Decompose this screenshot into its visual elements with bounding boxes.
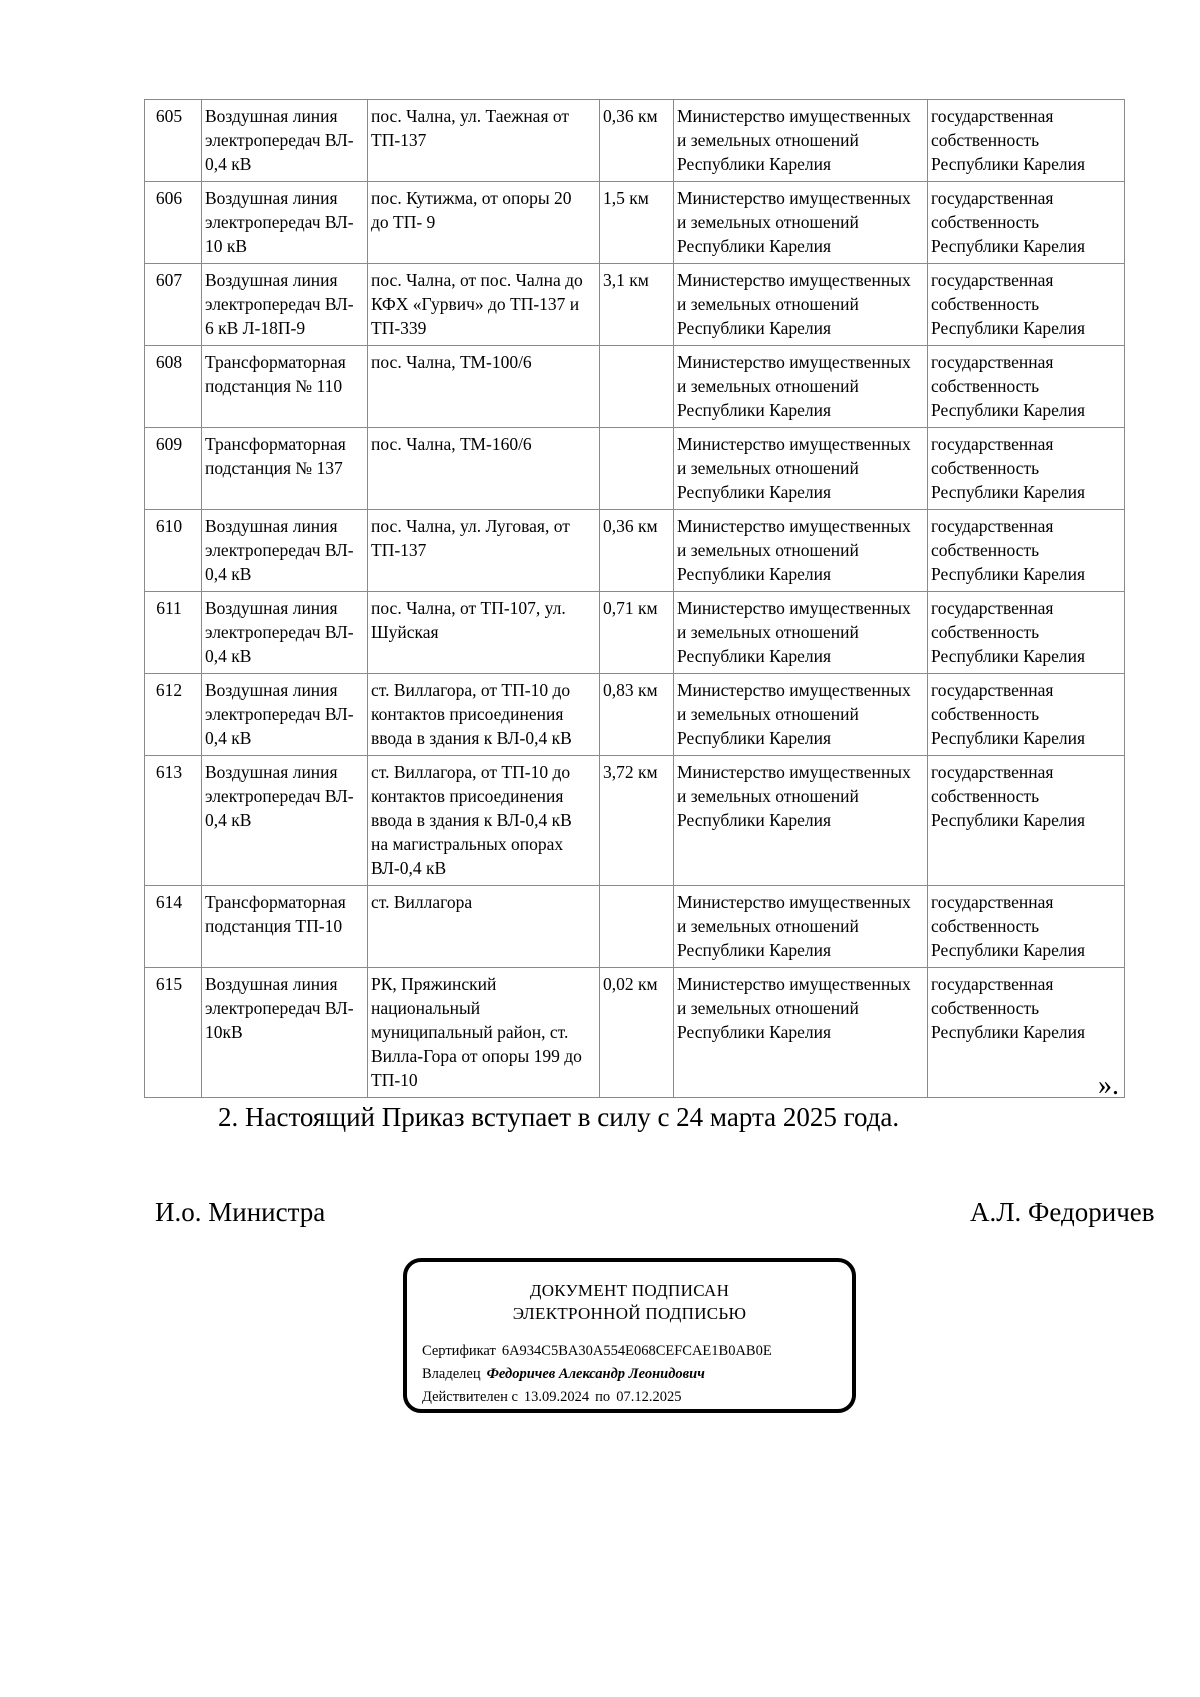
cell-location-line: до ТП- 9	[371, 212, 436, 232]
cell-number: 605	[145, 100, 202, 182]
cell-object-name-line: 0,4 кВ	[205, 564, 252, 584]
cell-object-name-line: подстанция № 110	[205, 376, 343, 396]
cell-location	[368, 100, 600, 182]
cell-location-line: пос. Чална, ул. Таежная от	[371, 106, 570, 126]
cell-object-name	[202, 264, 368, 346]
cell-ownership-line: Республики Карелия	[931, 318, 1086, 338]
cell-location-line: ст. Виллагора, от ТП-10 до	[371, 680, 571, 700]
cell-ownership	[928, 592, 1125, 674]
stamp-title-line-1: ДОКУМЕНТ ПОДПИСАН	[529, 1281, 730, 1300]
table-row	[145, 346, 1125, 428]
cell-object-name	[202, 968, 368, 1098]
table-row	[145, 510, 1125, 592]
cell-ownership-line: государственная	[931, 892, 1054, 912]
cell-ownership	[928, 100, 1125, 182]
cell-holder-line: Республики Карелия	[677, 236, 832, 256]
cell-location-line: муниципальный район, ст.	[371, 1022, 569, 1042]
table-row	[145, 264, 1125, 346]
cell-ownership	[928, 346, 1125, 428]
cell-holder-line: Республики Карелия	[677, 154, 832, 174]
cell-object-name-line: подстанция № 137	[205, 458, 343, 478]
cell-object-name-line: электропередач ВЛ-	[205, 998, 354, 1018]
cell-holder-line: и земельных отношений	[677, 786, 859, 806]
cell-ownership-line: Республики Карелия	[931, 728, 1086, 748]
cell-ownership-line: государственная	[931, 434, 1054, 454]
cell-length	[600, 346, 674, 428]
cell-location	[368, 592, 600, 674]
cell-location-line: пос. Чална, от пос. Чална до	[371, 270, 583, 290]
cell-object-name	[202, 510, 368, 592]
cell-object-name-line: Воздушная линия	[205, 516, 338, 536]
signer-name: А.Л. Федоричев	[970, 1197, 1155, 1227]
cell-ownership-line: собственность	[931, 212, 1040, 232]
cell-length	[600, 428, 674, 510]
cell-location-line: ТП-10	[371, 1070, 418, 1090]
cell-holder	[674, 346, 928, 428]
cell-object-name-line: электропередач ВЛ-	[205, 130, 354, 150]
cell-length: 3,72 км	[600, 756, 674, 886]
cell-object-name	[202, 100, 368, 182]
cell-object-name	[202, 886, 368, 968]
cell-holder-line: и земельных отношений	[677, 458, 859, 478]
cell-object-name-line: подстанция ТП-10	[205, 916, 343, 936]
cell-location-line: ввода в здания к ВЛ-0,4 кВ	[371, 728, 572, 748]
cell-location-line: пос. Чална, ТМ-160/6	[371, 434, 532, 454]
cell-holder-line: Министерство имущественных	[677, 106, 911, 126]
cell-number: 613	[145, 756, 202, 886]
cell-number: 611	[145, 592, 202, 674]
cell-holder-line: и земельных отношений	[677, 916, 859, 936]
cell-number: 612	[145, 674, 202, 756]
cell-object-name	[202, 756, 368, 886]
cell-ownership-line: собственность	[931, 294, 1040, 314]
cell-holder	[674, 264, 928, 346]
cell-ownership	[928, 674, 1125, 756]
cell-holder-line: и земельных отношений	[677, 130, 859, 150]
cell-object-name	[202, 346, 368, 428]
registry-table	[144, 99, 1125, 1098]
cell-object-name-line: электропередач ВЛ-	[205, 294, 354, 314]
cell-length: 3,1 км	[600, 264, 674, 346]
cell-holder-line: и земельных отношений	[677, 622, 859, 642]
cell-holder	[674, 100, 928, 182]
cell-object-name-line: Воздушная линия	[205, 106, 338, 126]
cell-holder-line: Республики Карелия	[677, 318, 832, 338]
cell-object-name-line: электропередач ВЛ-	[205, 786, 354, 806]
cell-ownership-line: собственность	[931, 540, 1040, 560]
cell-length: 0,02 км	[600, 968, 674, 1098]
cell-ownership-line: государственная	[931, 106, 1054, 126]
cell-object-name-line: Трансформаторная	[205, 892, 346, 912]
cell-object-name-line: 0,4 кВ	[205, 728, 252, 748]
cell-object-name-line: Трансформаторная	[205, 352, 346, 372]
table-row	[145, 182, 1125, 264]
cell-location	[368, 346, 600, 428]
stamp-owner	[422, 1366, 705, 1383]
cell-holder-line: Министерство имущественных	[677, 680, 911, 700]
cell-ownership-line: собственность	[931, 998, 1040, 1018]
cell-length: 0,83 км	[600, 674, 674, 756]
cell-ownership-line: собственность	[931, 916, 1040, 936]
cell-holder-line: Министерство имущественных	[677, 516, 911, 536]
cell-holder	[674, 886, 928, 968]
cell-location	[368, 756, 600, 886]
cell-location	[368, 886, 600, 968]
cell-holder-line: Министерство имущественных	[677, 974, 911, 994]
cell-location	[368, 968, 600, 1098]
cell-location-line: пос. Чална, ул. Луговая, от	[371, 516, 570, 536]
stamp-valid-from: 13.09.2024	[523, 1389, 590, 1405]
table-row	[145, 674, 1125, 756]
table-row	[145, 428, 1125, 510]
cell-object-name-line: Воздушная линия	[205, 974, 338, 994]
cell-ownership	[928, 886, 1125, 968]
cell-object-name-line: Воздушная линия	[205, 598, 338, 618]
cell-location-line: пос. Кутижма, от опоры 20	[371, 188, 572, 208]
cell-object-name-line: 10 кВ	[205, 236, 248, 256]
cell-ownership-line: государственная	[931, 352, 1054, 372]
electronic-signature-stamp	[403, 1258, 856, 1413]
table-row	[145, 756, 1125, 886]
stamp-certificate-label: Сертификат	[422, 1343, 496, 1359]
cell-ownership-line: Республики Карелия	[931, 1022, 1086, 1042]
cell-object-name-line: электропередач ВЛ-	[205, 540, 354, 560]
cell-ownership-line: Республики Карелия	[931, 810, 1086, 830]
cell-location-line: КФХ «Гурвич» до ТП-137 и	[371, 294, 580, 314]
cell-object-name-line: Воздушная линия	[205, 188, 338, 208]
cell-ownership	[928, 968, 1125, 1098]
cell-ownership-line: государственная	[931, 516, 1054, 536]
cell-holder-line: и земельных отношений	[677, 704, 859, 724]
signer-position: И.о. Министра	[155, 1197, 326, 1227]
cell-ownership-line: собственность	[931, 704, 1040, 724]
closing-quote: ».	[1098, 1070, 1119, 1101]
cell-holder	[674, 182, 928, 264]
cell-holder-line: Республики Карелия	[677, 1022, 832, 1042]
cell-holder-line: Республики Карелия	[677, 728, 832, 748]
stamp-certificate	[422, 1343, 772, 1360]
cell-location-line: ТП-137	[371, 540, 427, 560]
cell-location	[368, 428, 600, 510]
cell-ownership-line: государственная	[931, 598, 1054, 618]
cell-holder-line: Министерство имущественных	[677, 270, 911, 290]
cell-ownership	[928, 756, 1125, 886]
table-row	[145, 100, 1125, 182]
cell-holder-line: Министерство имущественных	[677, 188, 911, 208]
cell-ownership-line: собственность	[931, 376, 1040, 396]
cell-object-name-line: Воздушная линия	[205, 762, 338, 782]
cell-location-line: Шуйская	[371, 622, 439, 642]
cell-location	[368, 510, 600, 592]
cell-number: 609	[145, 428, 202, 510]
cell-holder-line: Республики Карелия	[677, 646, 832, 666]
cell-holder-line: Министерство имущественных	[677, 762, 911, 782]
registry-table-body	[145, 100, 1125, 1098]
cell-holder-line: Республики Карелия	[677, 564, 832, 584]
cell-object-name-line: электропередач ВЛ-	[205, 212, 354, 232]
cell-ownership-line: Республики Карелия	[931, 482, 1086, 502]
cell-holder	[674, 756, 928, 886]
cell-location-line: Вилла-Гора от опоры 199 до	[371, 1046, 582, 1066]
stamp-certificate-value: 6A934C5BA30A554E068CEFCAE1B0AB0E	[501, 1343, 772, 1359]
cell-holder	[674, 968, 928, 1098]
cell-object-name	[202, 592, 368, 674]
cell-ownership-line: Республики Карелия	[931, 236, 1086, 256]
cell-length: 0,36 км	[600, 510, 674, 592]
stamp-validity	[422, 1389, 681, 1406]
table-row	[145, 968, 1125, 1098]
cell-holder-line: Республики Карелия	[677, 810, 832, 830]
cell-number: 610	[145, 510, 202, 592]
cell-ownership	[928, 264, 1125, 346]
cell-holder-line: Министерство имущественных	[677, 434, 911, 454]
cell-location-line: РК, Пряжинский	[371, 974, 497, 994]
cell-holder	[674, 428, 928, 510]
cell-location-line: ст. Виллагора, от ТП-10 до	[371, 762, 571, 782]
cell-location-line: ТП-339	[371, 318, 427, 338]
cell-object-name-line: 0,4 кВ	[205, 810, 252, 830]
table-row	[145, 886, 1125, 968]
cell-location	[368, 182, 600, 264]
cell-number: 607	[145, 264, 202, 346]
cell-holder-line: Республики Карелия	[677, 482, 832, 502]
cell-holder-line: Республики Карелия	[677, 940, 832, 960]
stamp-title-line-2: ЭЛЕКТРОННОЙ ПОДПИСЬЮ	[512, 1304, 747, 1323]
stamp-title	[407, 1279, 852, 1325]
cell-holder-line: Министерство имущественных	[677, 892, 911, 912]
cell-location-line: на магистральных опорах	[371, 834, 564, 854]
cell-object-name-line: 0,4 кВ	[205, 154, 252, 174]
cell-object-name-line: Воздушная линия	[205, 680, 338, 700]
cell-holder-line: Министерство имущественных	[677, 598, 911, 618]
cell-number: 608	[145, 346, 202, 428]
cell-ownership-line: собственность	[931, 622, 1040, 642]
cell-location-line: ввода в здания к ВЛ-0,4 кВ	[371, 810, 572, 830]
cell-object-name-line: Трансформаторная	[205, 434, 346, 454]
cell-ownership-line: собственность	[931, 130, 1040, 150]
cell-ownership-line: собственность	[931, 786, 1040, 806]
cell-ownership	[928, 182, 1125, 264]
cell-holder-line: и земельных отношений	[677, 998, 859, 1018]
cell-ownership-line: Республики Карелия	[931, 400, 1086, 420]
cell-ownership-line: Республики Карелия	[931, 646, 1086, 666]
cell-location-line: ТП-137	[371, 130, 427, 150]
cell-location-line: ст. Виллагора	[371, 892, 473, 912]
cell-ownership-line: Республики Карелия	[931, 564, 1086, 584]
cell-ownership-line: Республики Карелия	[931, 154, 1086, 174]
cell-holder-line: и земельных отношений	[677, 540, 859, 560]
cell-object-name	[202, 428, 368, 510]
cell-holder	[674, 510, 928, 592]
cell-holder	[674, 674, 928, 756]
stamp-owner-label: Владелец	[422, 1366, 481, 1382]
cell-length: 0,36 км	[600, 100, 674, 182]
cell-location-line: контактов присоединения	[371, 786, 564, 806]
cell-holder-line: Республики Карелия	[677, 400, 832, 420]
cell-ownership-line: государственная	[931, 974, 1054, 994]
cell-object-name-line: Воздушная линия	[205, 270, 338, 290]
cell-object-name	[202, 674, 368, 756]
cell-object-name-line: 10кВ	[205, 1022, 243, 1042]
stamp-valid-to: 07.12.2025	[616, 1389, 682, 1405]
cell-object-name	[202, 182, 368, 264]
stamp-owner-value: Федоричев Александр Леонидович	[486, 1366, 705, 1382]
table-row	[145, 592, 1125, 674]
cell-holder-line: Министерство имущественных	[677, 352, 911, 372]
cell-object-name-line: 6 кВ Л-18П-9	[205, 318, 306, 338]
cell-ownership-line: собственность	[931, 458, 1040, 478]
cell-number: 615	[145, 968, 202, 1098]
cell-length: 1,5 км	[600, 182, 674, 264]
stamp-valid-from-label: Действителен с	[422, 1389, 518, 1405]
cell-location-line: пос. Чална, ТМ-100/6	[371, 352, 532, 372]
cell-object-name-line: 0,4 кВ	[205, 646, 252, 666]
clause-2-effective-date: 2. Настоящий Приказ вступает в силу с 24 марта 2025 года.	[218, 1102, 900, 1132]
cell-ownership-line: государственная	[931, 188, 1054, 208]
cell-location-line: пос. Чална, от ТП-107, ул.	[371, 598, 566, 618]
cell-object-name-line: электропередач ВЛ-	[205, 704, 354, 724]
cell-length	[600, 886, 674, 968]
cell-length: 0,71 км	[600, 592, 674, 674]
cell-location	[368, 674, 600, 756]
cell-ownership	[928, 428, 1125, 510]
cell-ownership	[928, 510, 1125, 592]
cell-location-line: национальный	[371, 998, 481, 1018]
cell-number: 614	[145, 886, 202, 968]
cell-holder-line: и земельных отношений	[677, 376, 859, 396]
cell-location-line: ВЛ-0,4 кВ	[371, 858, 447, 878]
cell-ownership-line: государственная	[931, 680, 1054, 700]
cell-number: 606	[145, 182, 202, 264]
cell-holder-line: и земельных отношений	[677, 294, 859, 314]
cell-ownership-line: Республики Карелия	[931, 940, 1086, 960]
cell-object-name-line: электропередач ВЛ-	[205, 622, 354, 642]
cell-holder-line: и земельных отношений	[677, 212, 859, 232]
cell-ownership-line: государственная	[931, 762, 1054, 782]
cell-ownership-line: государственная	[931, 270, 1054, 290]
cell-location-line: контактов присоединения	[371, 704, 564, 724]
cell-holder	[674, 592, 928, 674]
cell-location	[368, 264, 600, 346]
stamp-valid-to-label: по	[595, 1389, 611, 1405]
